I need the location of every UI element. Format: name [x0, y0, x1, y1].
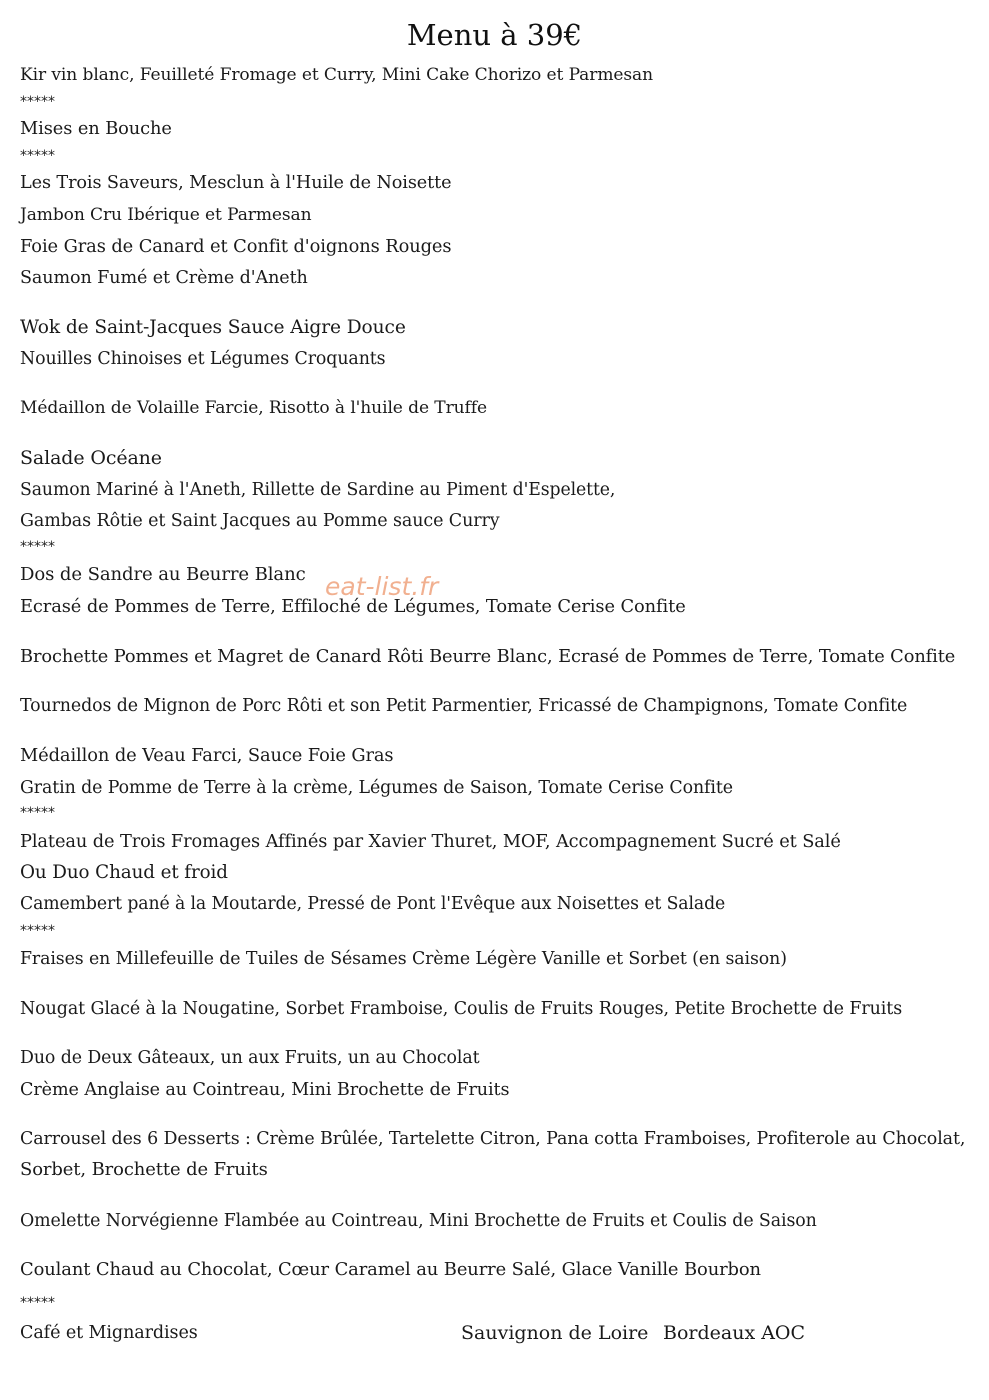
menu-line: Foie Gras de Canard et Confit d'oignons Rouges — [20, 236, 452, 257]
course-separator: ***** — [20, 148, 55, 164]
menu-line: Dos de Sandre au Beurre Blanc — [20, 564, 306, 585]
menu-line: Plateau de Trois Fromages Affinés par Xavier Thuret, MOF, Accompagnement Sucré et Salé — [20, 831, 841, 852]
menu-line: Gratin de Pomme de Terre à la crème, Légumes de Saison, Tomate Cerise Confite — [20, 778, 733, 798]
watermark: eat-list.fr — [325, 572, 439, 601]
course-separator: ***** — [20, 923, 55, 939]
menu-line: Ou Duo Chaud et froid — [20, 862, 228, 883]
menu-line: Brochette Pommes et Magret de Canard Rôti Beurre Blanc, Ecrasé de Pommes de Terre, Tomate Confite — [20, 646, 956, 667]
menu-line: Café et Mignardises — [20, 1323, 198, 1343]
menu-line: Wok de Saint-Jacques Sauce Aigre Douce — [20, 317, 406, 338]
menu-line: Tournedos de Mignon de Porc Rôti et son Petit Parmentier, Fricassé de Champignons, Tomate Confite — [20, 696, 908, 716]
menu-line: Kir vin blanc, Feuilleté Fromage et Curry, Mini Cake Chorizo et Parmesan — [20, 65, 654, 85]
menu-line: Mises en Bouche — [20, 118, 172, 139]
menu-line: Gambas Rôtie et Saint Jacques au Pomme sauce Curry — [20, 511, 500, 531]
menu-line: Crème Anglaise au Cointreau, Mini Brochette de Fruits — [20, 1080, 510, 1100]
menu-line: Salade Océane — [20, 447, 162, 469]
menu-line: Jambon Cru Ibérique et Parmesan — [20, 205, 312, 225]
course-separator: ***** — [20, 539, 55, 555]
menu-line: Nouilles Chinoises et Légumes Croquants — [20, 349, 386, 369]
course-separator: ***** — [20, 1295, 55, 1311]
course-separator: ***** — [20, 94, 55, 110]
menu-line: Saumon Mariné à l'Aneth, Rillette de Sardine au Piment d'Espelette, — [20, 480, 616, 500]
course-separator: ***** — [20, 805, 55, 821]
wine-sauvignon: Sauvignon de Loire — [461, 1322, 649, 1344]
menu-line: Sorbet, Brochette de Fruits — [20, 1159, 268, 1180]
menu-line: Saumon Fumé et Crème d'Aneth — [20, 268, 308, 288]
menu-line: Médaillon de Volaille Farcie, Risotto à l'huile de Truffe — [20, 398, 488, 418]
menu-line: Ecrasé de Pommes de Terre, Effiloché de Légumes, Tomate Cerise Confite — [20, 596, 686, 617]
menu-line: Nougat Glacé à la Nougatine, Sorbet Framboise, Coulis de Fruits Rouges, Petite Brochette de Fruits — [20, 999, 903, 1019]
menu-title: Menu à 39€ — [406, 18, 583, 52]
menu-line: Omelette Norvégienne Flambée au Cointreau, Mini Brochette de Fruits et Coulis de Saison — [20, 1211, 817, 1231]
wine-bordeaux: Bordeaux AOC — [663, 1322, 806, 1344]
menu-line: Duo de Deux Gâteaux, un aux Fruits, un au Chocolat — [20, 1048, 480, 1068]
menu-line: Les Trois Saveurs, Mesclun à l'Huile de Noisette — [20, 173, 452, 193]
menu-line: Carrousel des 6 Desserts : Crème Brûlée, Tartelette Citron, Pana cotta Framboises, Profiterole au Chocolat, — [20, 1129, 966, 1149]
menu-line: Coulant Chaud au Chocolat, Cœur Caramel au Beurre Salé, Glace Vanille Bourbon — [20, 1259, 761, 1280]
menu-line: Fraises en Millefeuille de Tuiles de Sésames Crème Légère Vanille et Sorbet (en saison) — [20, 949, 787, 969]
menu-line: Camembert pané à la Moutarde, Pressé de Pont l'Evêque aux Noisettes et Salade — [20, 894, 726, 914]
menu-line: Médaillon de Veau Farci, Sauce Foie Gras — [20, 745, 394, 766]
